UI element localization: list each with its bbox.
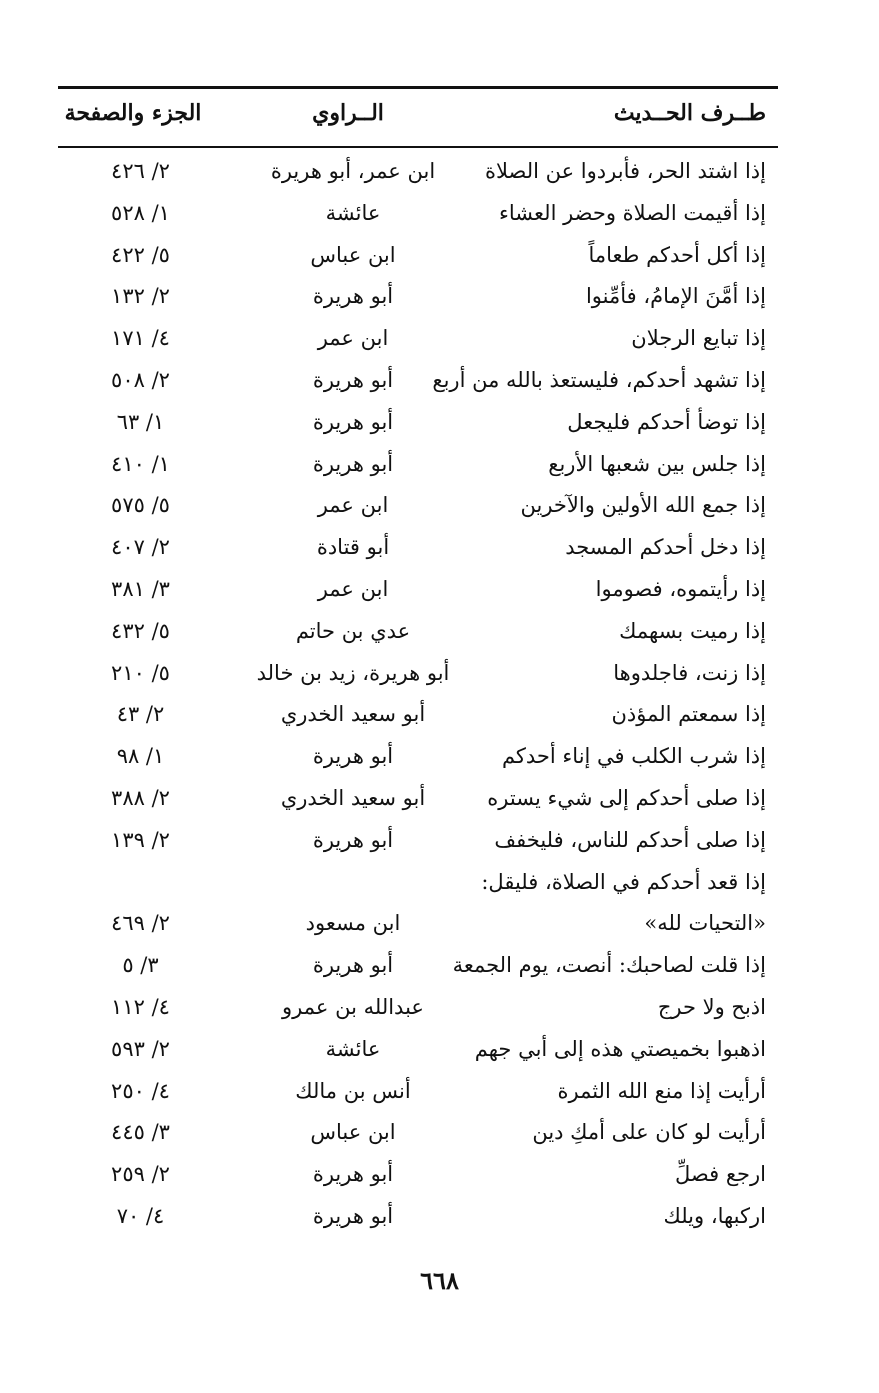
hadith-text: إذا تشهد أحدكم، فليستعذ بالله من أربع	[432, 367, 766, 392]
hadith-text: اذبح ولا حرج	[657, 994, 766, 1019]
narrator: ابن عباس	[310, 1120, 396, 1145]
narrator: أبو هريرة	[312, 953, 394, 978]
volume-page: ١/ ٥٢٨	[111, 200, 170, 225]
narrator: أبو هريرة، زيد بن خالد	[256, 660, 450, 685]
volume-page: ٥/ ٢١٠	[111, 660, 170, 685]
volume-page: ٣/ ٤٤٥	[111, 1120, 170, 1145]
narrator: ابن عمر، أبو هريرة	[270, 159, 436, 183]
narrator: أبو هريرة	[312, 284, 394, 309]
hadith-text: إذا أكل أحدكم طعاماً	[588, 242, 766, 267]
narrator: أبو هريرة	[312, 451, 394, 476]
top-rule	[58, 86, 778, 89]
volume-page: ٢/ ١٣٢	[111, 284, 170, 309]
volume-page: ٤/ ٧٠	[116, 1203, 165, 1228]
narrator: عائشة	[325, 1036, 381, 1061]
volume-page: ٢/ ٢٥٩	[111, 1162, 170, 1187]
hadith-text: إذا صلى أحدكم للناس، فليخفف	[494, 827, 766, 852]
table-row	[58, 695, 778, 737]
table-row	[58, 152, 778, 194]
hadith-text: إذا تبايع الرجلان	[631, 326, 766, 351]
table-row	[58, 403, 778, 445]
narrator: أبو قتادة	[316, 535, 390, 560]
table-row	[58, 1072, 778, 1114]
hadith-text: اركبها، ويلك	[663, 1203, 766, 1228]
volume-page: ٢/ ٥٩٣	[111, 1036, 170, 1061]
table-row	[58, 1030, 778, 1072]
hadith-text: إذا زنت، فاجلدوها	[613, 660, 766, 685]
table-header	[58, 96, 778, 140]
volume-page: ٢/ ٤٠٧	[111, 535, 170, 560]
header-rawi: الــراوي	[312, 100, 384, 126]
hadith-text: اذهبوا بخميصتي هذه إلى أبي جهم	[474, 1036, 766, 1061]
narrator: عبدالله بن عمرو	[282, 994, 424, 1019]
page-number: ٦٦٨	[420, 1266, 459, 1295]
table-row	[58, 1113, 778, 1155]
hadith-text: إذا قلت لصاحبك: أنصت، يوم الجمعة	[452, 953, 766, 978]
narrator: أبو سعيد الخدري	[280, 702, 426, 727]
table-row	[58, 1155, 778, 1197]
volume-page: ٢/ ٣٨٨	[111, 785, 170, 810]
hadith-text: إذا جمع الله الأولين والآخرين	[520, 493, 766, 518]
narrator: ابن عباس	[310, 242, 396, 267]
volume-page: ٢/ ١٣٩	[111, 827, 170, 852]
table-row	[58, 863, 778, 905]
table-row	[58, 904, 778, 946]
table-row	[58, 737, 778, 779]
volume-page: ٤/ ١٧١	[111, 326, 170, 351]
hadith-index-table	[58, 152, 778, 1239]
table-row	[58, 570, 778, 612]
table-row	[58, 654, 778, 696]
hadith-text: إذا توضأ أحدكم فليجعل	[567, 409, 766, 434]
volume-page: ٢/ ٥٠٨	[111, 367, 170, 392]
table-row	[58, 946, 778, 988]
hadith-text: إذا صلى أحدكم إلى شيء يستره	[487, 785, 766, 810]
hadith-text: «التحيات لله»	[644, 911, 766, 936]
volume-page: ٢/ ٤٦٩	[111, 911, 170, 936]
header-volume-page: الجزء والصفحة	[64, 100, 202, 126]
narrator: أبو هريرة	[312, 1162, 394, 1187]
hadith-text: إذا رميت بسهمك	[619, 618, 766, 643]
hadith-text: إذا رأيتموه، فصوموا	[595, 576, 766, 601]
volume-page: ٥/ ٤٣٢	[111, 618, 170, 643]
volume-page: ٢/ ٤٢٦	[111, 159, 170, 183]
narrator: عائشة	[325, 200, 381, 225]
table-row	[58, 988, 778, 1030]
table-row	[58, 821, 778, 863]
volume-page: ٤/ ٢٥٠	[111, 1078, 170, 1103]
table-row	[58, 528, 778, 570]
table-row	[58, 361, 778, 403]
table-row	[58, 612, 778, 654]
narrator: ابن عمر	[317, 493, 389, 518]
table-row	[58, 779, 778, 821]
hadith-text: إذا قعد أحدكم في الصلاة، فليقل:	[481, 869, 766, 894]
header-hadith: طــرف الحــديث	[613, 100, 766, 126]
volume-page: ٢/ ٤٣	[116, 702, 165, 727]
volume-page: ٣/ ٥	[122, 953, 159, 978]
hadith-text: إذا جلس بين شعبها الأربع	[548, 451, 766, 476]
volume-page: ٤/ ١١٢	[111, 994, 170, 1019]
hadith-text: أرأيت إذا منع الله الثمرة	[557, 1078, 766, 1103]
narrator: أبو هريرة	[312, 744, 394, 769]
hadith-text: إذا اشتد الحر، فأبردوا عن الصلاة	[484, 159, 766, 183]
hadith-text: إذا دخل أحدكم المسجد	[565, 535, 766, 560]
table-row	[58, 236, 778, 278]
volume-page: ٣/ ٣٨١	[111, 576, 170, 601]
table-row	[58, 445, 778, 487]
volume-page: ٥/ ٤٢٢	[111, 242, 170, 267]
narrator: أبو سعيد الخدري	[280, 785, 426, 810]
table-row	[58, 194, 778, 236]
narrator: ابن عمر	[317, 576, 389, 601]
table-row	[58, 319, 778, 361]
narrator: أنس بن مالك	[295, 1078, 411, 1103]
table-row	[58, 1197, 778, 1239]
narrator: أبو هريرة	[312, 827, 394, 852]
hadith-text: أرأيت لو كان على أمكِ دين	[532, 1120, 766, 1145]
table-row	[58, 277, 778, 319]
volume-page: ١/ ٦٣	[116, 409, 165, 434]
narrator: عدي بن حاتم	[295, 618, 411, 643]
hadith-text: إذا أقيمت الصلاة وحضر العشاء	[499, 200, 766, 225]
narrator: أبو هريرة	[312, 1203, 394, 1228]
volume-page: ١/ ٩٨	[116, 744, 165, 769]
header-rule	[58, 146, 778, 148]
table-row	[58, 486, 778, 528]
hadith-text: إذا شرب الكلب في إناء أحدكم	[501, 744, 766, 769]
hadith-text: إذا سمعتم المؤذن	[611, 702, 766, 727]
narrator: ابن مسعود	[305, 911, 401, 936]
volume-page: ١/ ٤١٠	[111, 451, 170, 476]
volume-page: ٥/ ٥٧٥	[111, 493, 170, 518]
hadith-text: ارجع فصلِّ	[675, 1162, 766, 1187]
narrator: أبو هريرة	[312, 367, 394, 392]
narrator: أبو هريرة	[312, 409, 394, 434]
hadith-text: إذا أمَّنَ الإمامُ، فأمِّنوا	[585, 284, 766, 309]
narrator: ابن عمر	[317, 326, 389, 351]
